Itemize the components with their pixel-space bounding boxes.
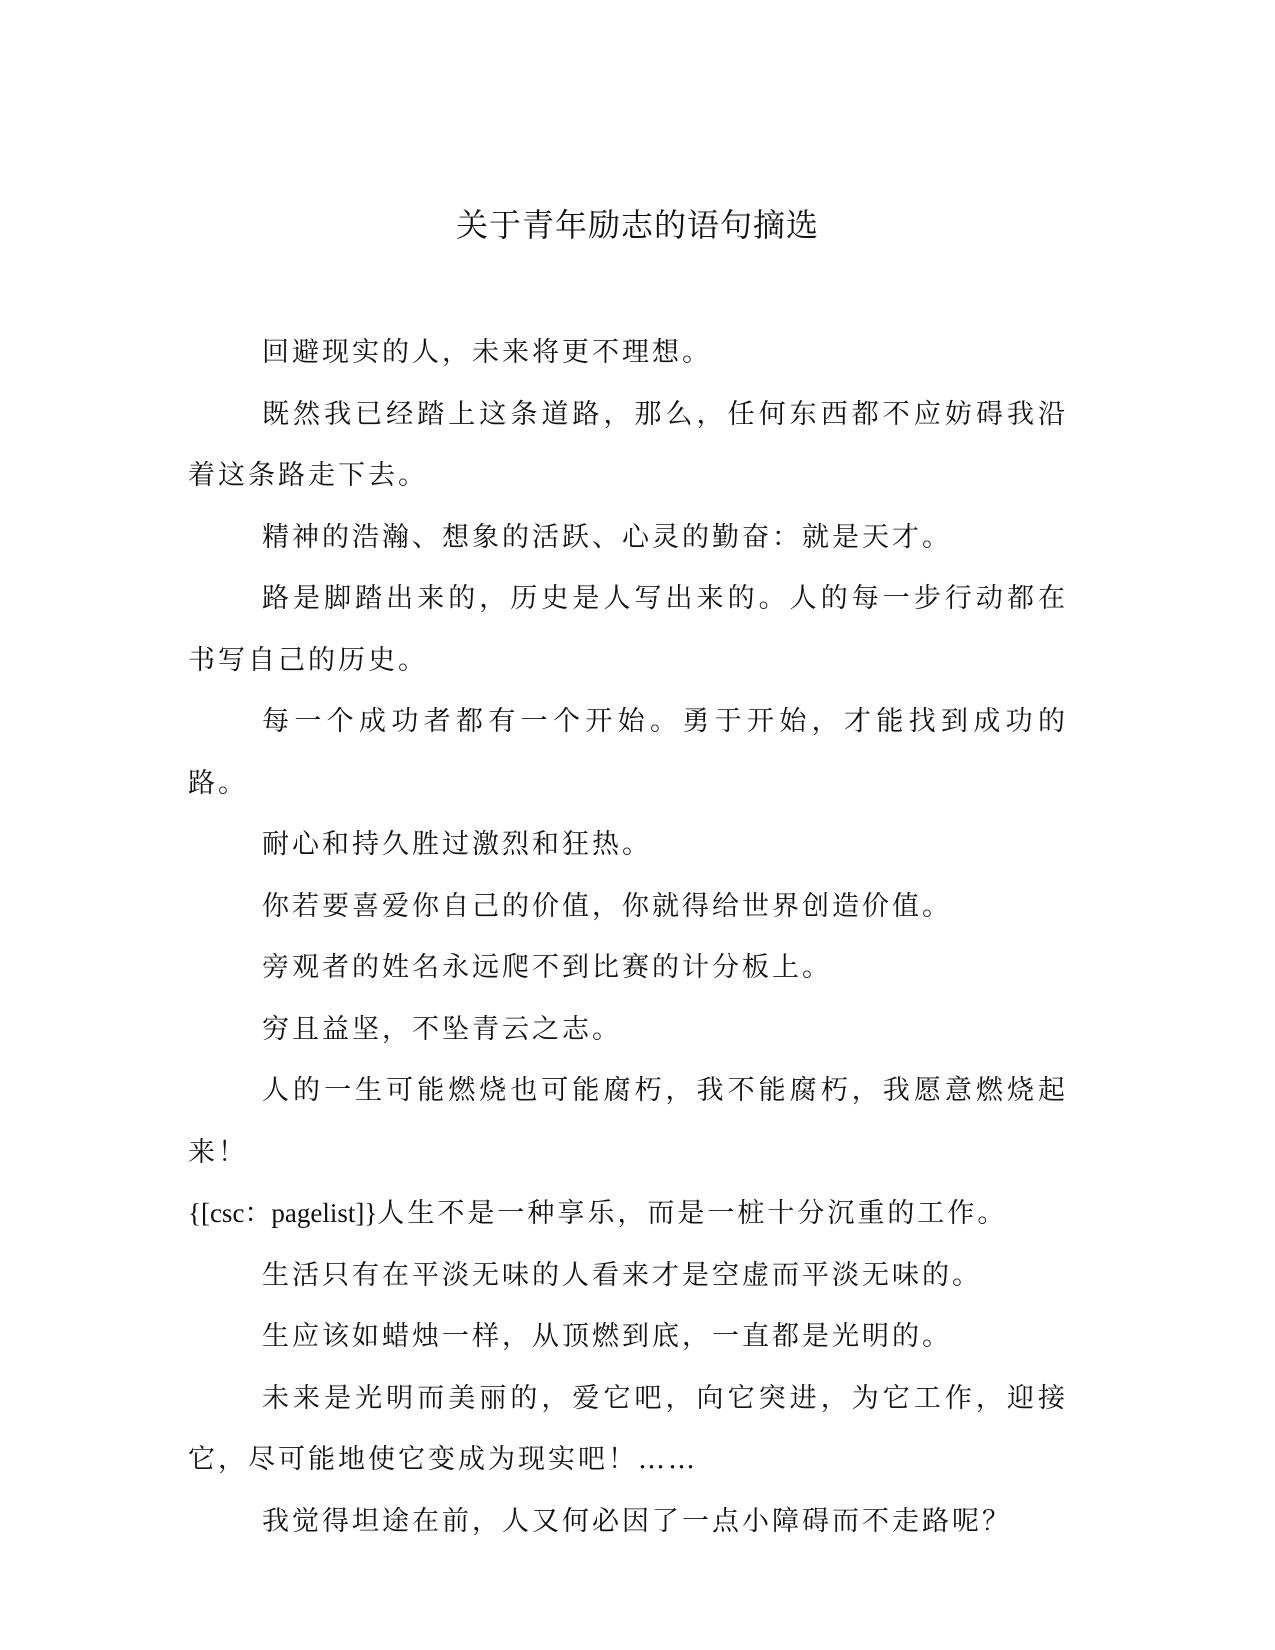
- paragraph-2: 既然我已经踏上这条道路，那么，任何东西都不应妨碍我沿着这条路走下去。: [188, 398, 1068, 491]
- paragraph-3: 精神的浩瀚、想象的活跃、心灵的勤奋：就是天才。: [262, 521, 952, 553]
- paragraph-9: 穷且益坚，不坠青云之志。: [262, 1013, 622, 1045]
- paragraph-5: 每一个成功者都有一个开始。勇于开始，才能找到成功的路。: [188, 706, 1068, 799]
- paragraph-pagelist: [188, 1183, 1068, 1245]
- paragraph-8: 旁观者的姓名永远爬不到比赛的计分板上。: [262, 952, 832, 983]
- paragraph-11: 生活只有在平淡无味的人看来才是空虚而平淡无味的。: [262, 1259, 982, 1291]
- document-body: [188, 322, 1068, 1552]
- paragraph-6: 耐心和持久胜过激烈和狂热。: [262, 829, 652, 860]
- document-title: 关于青年励志的语句摘选: [455, 206, 819, 244]
- paragraph-4: 路是脚踏出来的，历史是人写出来的。人的每一步行动都在书写自己的历史。: [188, 583, 1068, 676]
- paragraph-14: 我觉得坦途在前，人又何必因了一点小障碍而不走路呢？: [262, 1505, 1012, 1537]
- pagelist-marker: {[csc：pagelist]}: [188, 1198, 378, 1228]
- paragraph-pagelist-text: 人生不是一种享乐，而是一桩十分沉重的工作。: [377, 1198, 1008, 1229]
- paragraph-10: 人的一生可能燃烧也可能腐朽，我不能腐朽，我愿意燃烧起来！: [188, 1075, 1068, 1168]
- paragraph-13: 未来是光明而美丽的，爱它吧，向它突进，为它工作，迎接它，尽可能地使它变成为现实吧！……: [188, 1382, 1068, 1475]
- paragraph-7: 你若要喜爱你自己的价值，你就得给世界创造价值。: [262, 890, 952, 922]
- paragraph-1: 回避现实的人，未来将更不理想。: [262, 337, 712, 368]
- paragraph-12: 生应该如蜡烛一样，从顶燃到底，一直都是光明的。: [262, 1321, 952, 1352]
